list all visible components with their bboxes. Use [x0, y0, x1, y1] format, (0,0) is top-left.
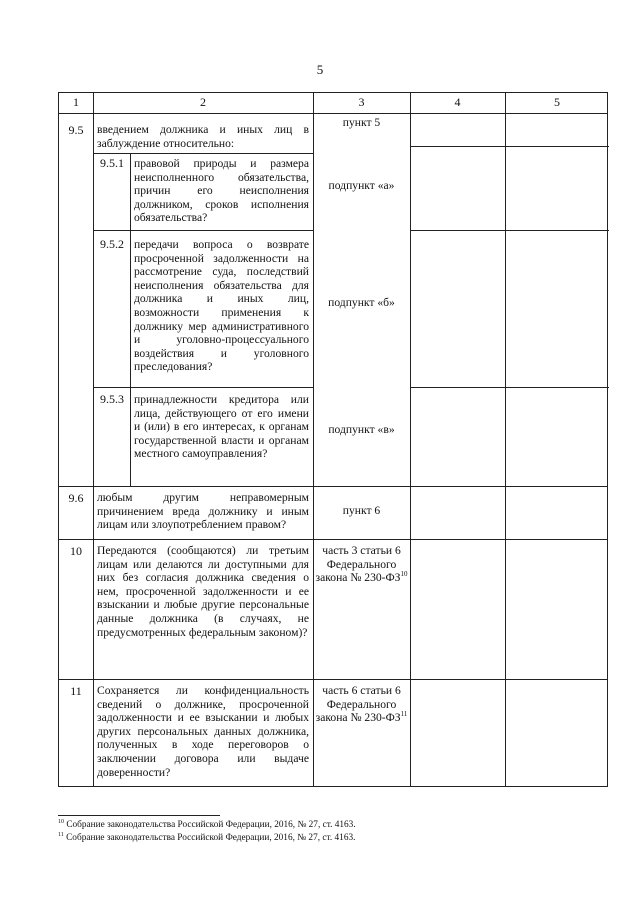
- column-divider: [313, 93, 314, 786]
- footnote-text: Собрание законодательства Российской Федерации, 2016, № 27, ст. 4163.: [66, 833, 356, 843]
- row-number: 9.6: [68, 491, 84, 505]
- footnote-marker: 10: [400, 570, 408, 579]
- header-col-2: 2: [200, 95, 206, 109]
- footnote-mark: 10: [58, 818, 64, 825]
- page-number: 5: [316, 62, 324, 77]
- column-divider: [410, 93, 411, 786]
- row-legal-reference: [315, 684, 408, 725]
- row-legal-reference: пункт 5: [342, 116, 381, 129]
- row-question: Передаются (сообщаются) ли третьим лицам или делаются ли доступными для них без согласия должника сведения о нем, просроченной задолженности и ее взыскании и любые другие персональные данные должника (в случаях, не предусмотренных федеральным законом)?: [97, 544, 309, 639]
- row-question: правовой природы и размера неисполненного обязательства, причин его неисполнения должником, сроков исполнения обязательства?: [134, 157, 309, 225]
- header-col-5: 5: [554, 95, 560, 109]
- footnote-text: Собрание законодательства Российской Федерации, 2016, № 27, ст. 4163.: [66, 820, 356, 830]
- subrow-divider: [410, 387, 609, 388]
- footnote-separator: [58, 815, 220, 816]
- subrow-divider: [93, 153, 313, 154]
- subrow-divider: [410, 230, 609, 231]
- row-legal-reference: пункт 6: [342, 504, 381, 517]
- footnote: [58, 833, 355, 843]
- row-number: 10: [70, 544, 82, 558]
- row-legal-reference: [315, 544, 408, 585]
- row-number: 9.5.2: [100, 237, 124, 251]
- row-number: 9.5: [68, 123, 84, 137]
- footnote-mark: 11: [58, 831, 64, 838]
- row-question: принадлежности кредитора или лица, действующего от его имени и (или) в его интересах, к органам государственной власти и органам местного самоуправления?: [134, 393, 309, 461]
- row-question: введением должника и иных лиц в заблуждение относительно:: [97, 123, 309, 150]
- row-question: передачи вопроса о возврате просроченной задолженности на рассмотрение суда, последствий неисполнения обязательства для должника и иных лиц, возможности применения к должнику мер административного и уголовно-процессуального воздействия и уголовного преследования?: [134, 238, 309, 374]
- subrow-divider: [410, 146, 609, 147]
- row-divider: [59, 679, 607, 680]
- footnote: [58, 820, 356, 830]
- column-divider: [505, 93, 506, 786]
- subcolumn-divider: [130, 153, 131, 486]
- row-number: 11: [70, 684, 82, 698]
- row-divider: [59, 113, 607, 114]
- subrow-divider: [93, 387, 313, 388]
- row-question: любым другим неправомерным причинением вреда должнику и иным лицам или злоупотреблением правом?: [97, 491, 309, 532]
- row-legal-reference: подпункт «а»: [328, 179, 395, 192]
- row-legal-reference: подпункт «б»: [328, 296, 395, 309]
- legal-reference-text: часть 3 статьи 6 Федерального закона № 230-ФЗ: [315, 544, 401, 585]
- legal-reference-text: часть 6 статьи 6 Федерального закона № 230-ФЗ: [315, 684, 401, 725]
- footnote-marker: 11: [400, 710, 408, 719]
- header-col-3: 3: [358, 95, 365, 109]
- checklist-table: [58, 92, 608, 787]
- subrow-divider: [93, 230, 313, 231]
- row-divider: [59, 486, 607, 487]
- header-col-1: 1: [73, 95, 79, 109]
- header-col-4: 4: [454, 95, 461, 109]
- row-legal-reference: подпункт «в»: [328, 423, 395, 436]
- row-number: 9.5.3: [100, 392, 124, 406]
- row-divider: [59, 539, 607, 540]
- column-divider: [93, 93, 94, 786]
- row-question: Сохраняется ли конфиденциальность сведений о должнике, просроченной задолженности и ее взыскании и любых других персональных данных должника, полученных в ходе переговоров о заключении договора или выдаче доверенности?: [97, 684, 309, 779]
- row-number: 9.5.1: [100, 156, 124, 170]
